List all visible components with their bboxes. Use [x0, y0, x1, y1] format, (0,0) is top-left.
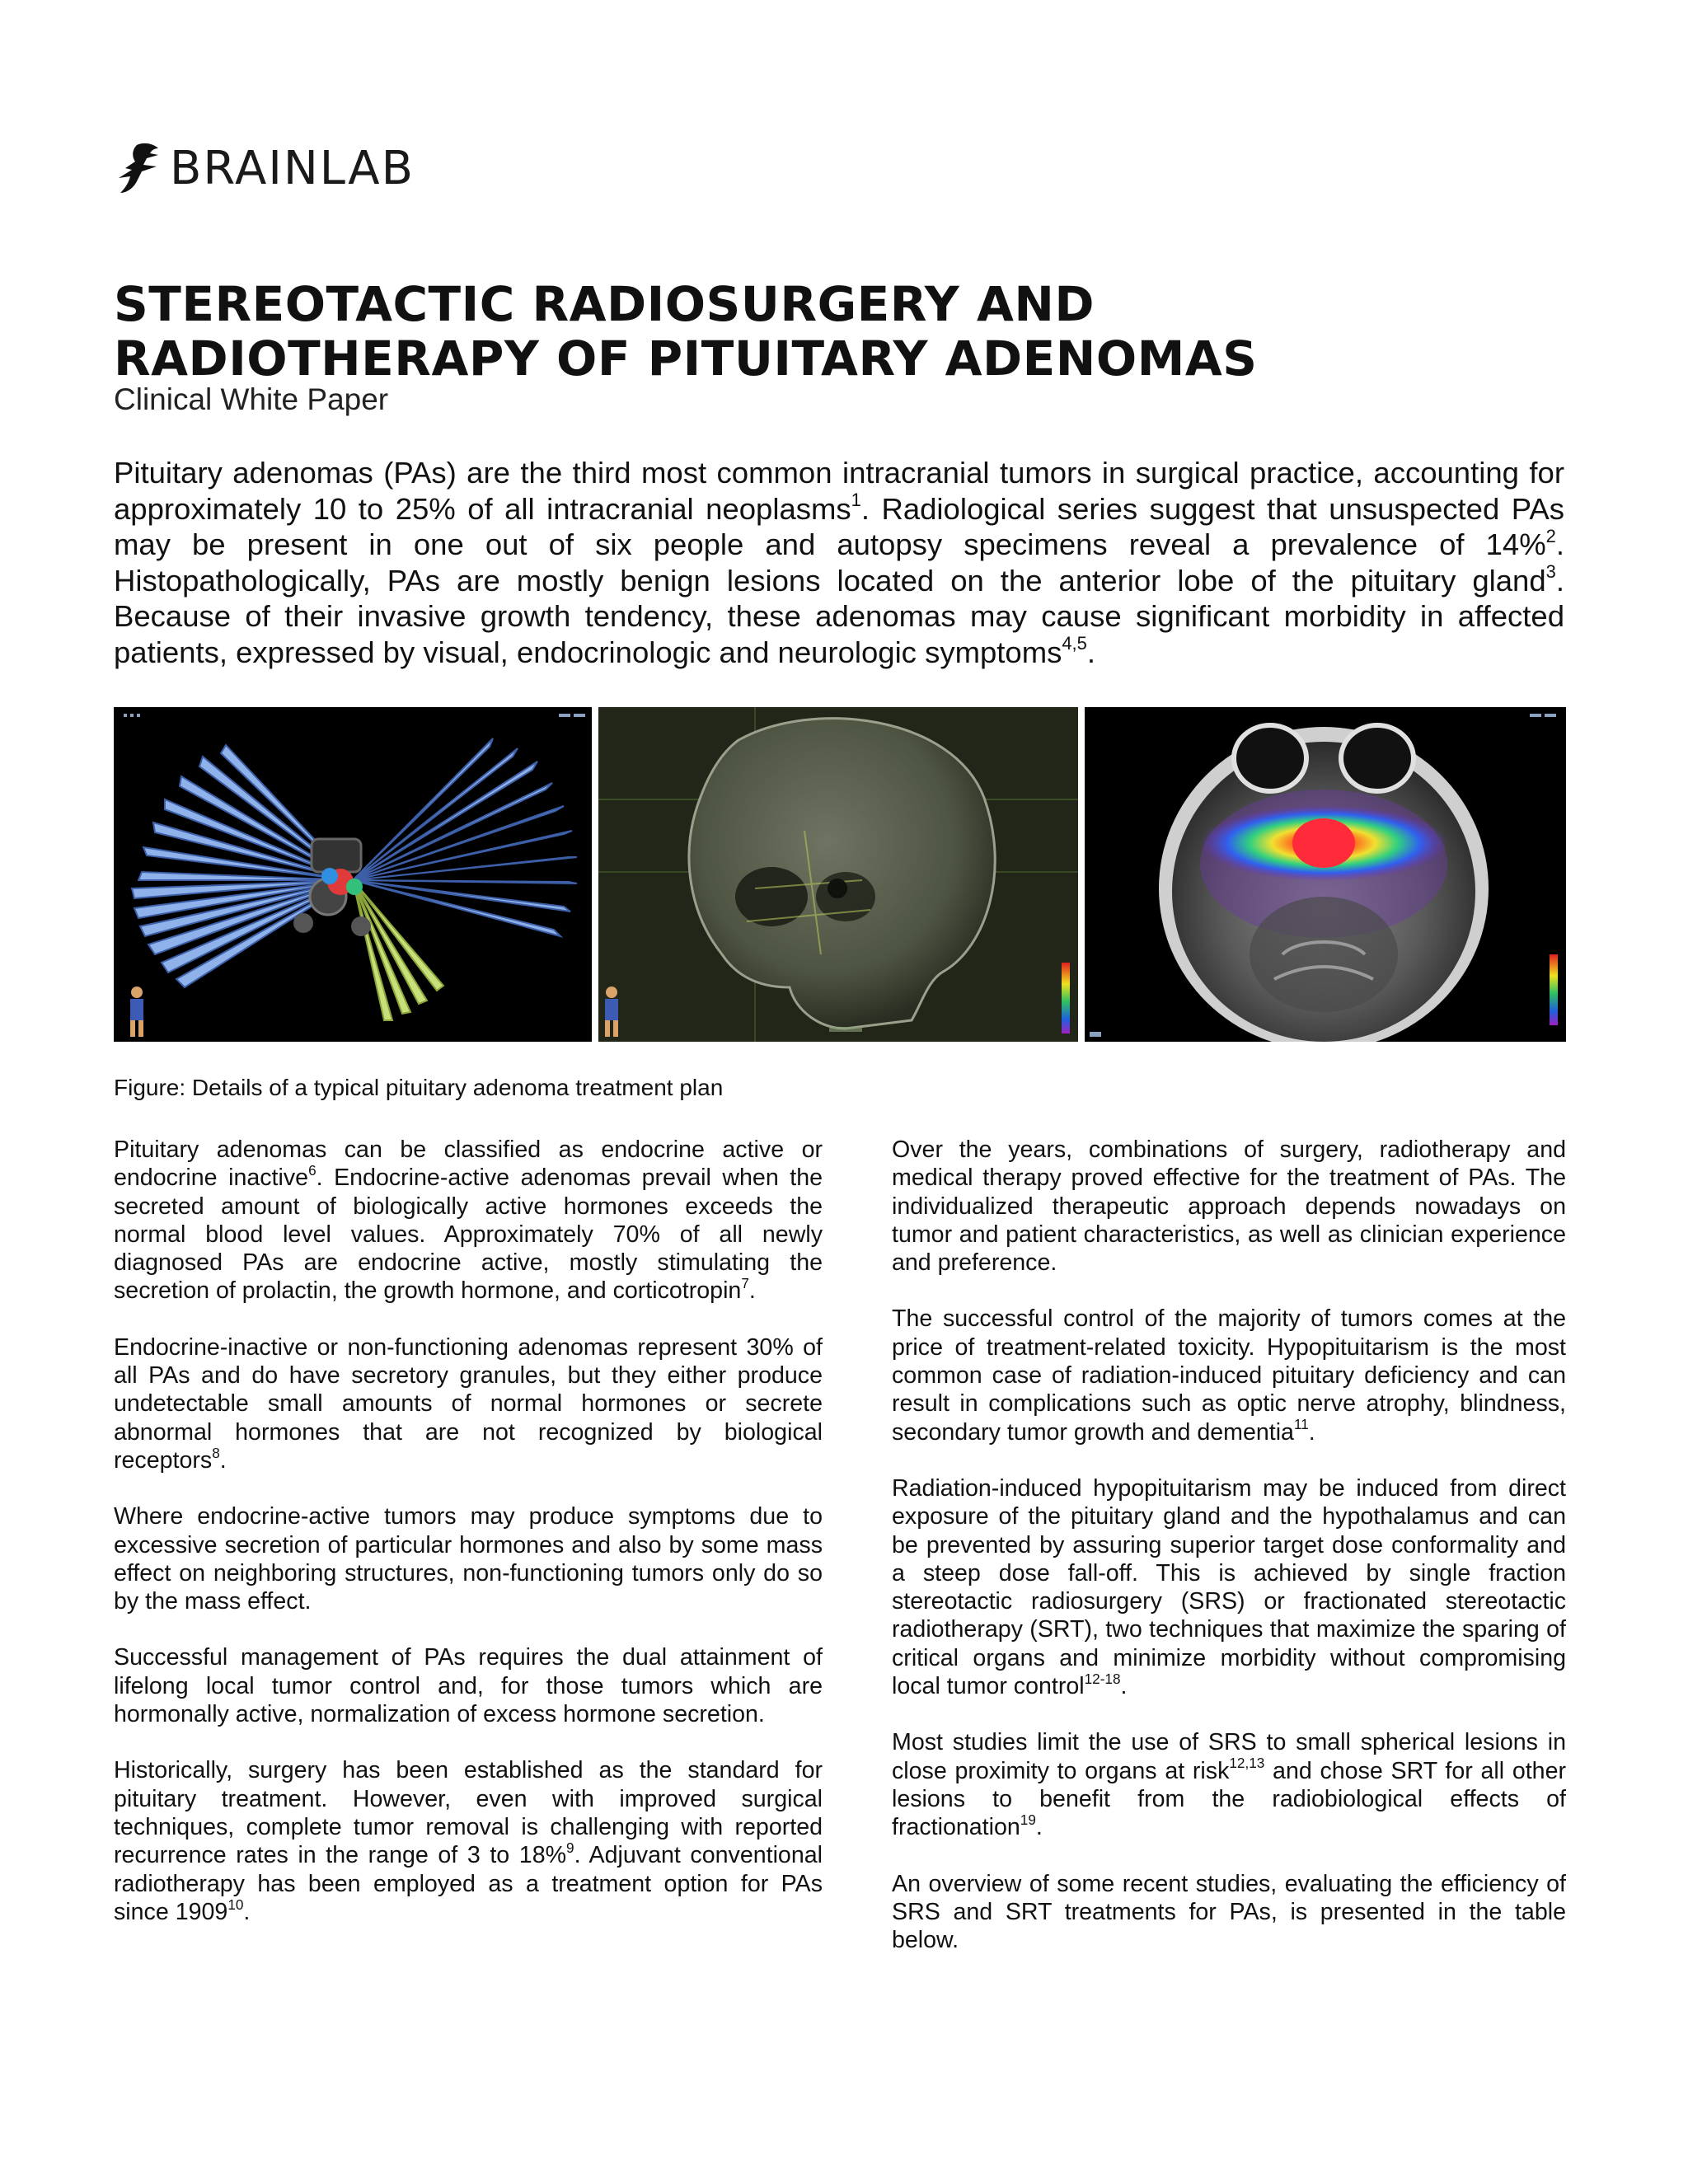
paragraph-text: . Endocrine-active adenomas prevail when the secreted amount of biologically active hormones exceeds the normal blood level values. Approximately 70% of all newly diagnosed PAs are endocrine active, mostly stimulating the secretion of prolactin, the growth hormone, and corticotropin	[114, 1165, 823, 1305]
paragraph	[114, 1756, 823, 1926]
paragraph-text: and chose SRT for all other lesions to benefit from the radiobiological effects of fractionation	[892, 1757, 1566, 1841]
figure-caption: Figure: Details of a typical pituitary adenoma treatment plan	[114, 1075, 724, 1100]
paragraph-text: . Adjuvant conventional radiotherapy has been employed as a treatment option for PAs since 1909	[114, 1842, 823, 1925]
brainlab-logo	[114, 140, 415, 196]
reference: 12-18	[1084, 1670, 1121, 1687]
paragraph-text: .	[1308, 1418, 1315, 1446]
paragraph	[892, 1474, 1566, 1700]
paragraph	[114, 1136, 823, 1305]
subtitle: Clinical White Paper	[114, 382, 389, 416]
paragraph	[892, 1728, 1566, 1841]
paragraph-text: Historically, surgery has been established as the standard for pituitary treatment. However, even with improved surgical techniques, complete tumor removal is challenging with reported recurrence rates in the range of 3 to 18%	[114, 1757, 823, 1869]
reference: 3	[1545, 561, 1556, 583]
paragraph-text: .	[748, 1277, 756, 1305]
reference: 2	[1545, 525, 1556, 546]
paragraph-text: Most studies limit the use of SRS to small spherical lesions in close proximity to organs at risk	[892, 1729, 1566, 1784]
paragraph: Successful management of PAs requires the dual attainment of lifelong local tumor control and, for those tumors which are hormonally active, normalization of excess hormone secretion.	[114, 1644, 823, 1728]
reference: 6	[308, 1162, 316, 1179]
intro-text: Pituitary adenomas (PAs) are the third most common intracranial tumors in surgical practice, accounting for approximately 10 to 25% of all intracranial neoplasms	[114, 456, 1564, 526]
page-title	[114, 277, 1597, 386]
intro-paragraph	[114, 455, 1564, 670]
beam-arrangement-image	[114, 707, 592, 1042]
reference: 10	[227, 1896, 244, 1913]
brainlab-runner-logo-icon	[114, 140, 165, 196]
paragraph-text: .	[243, 1898, 251, 1925]
intro-text: .	[1086, 635, 1095, 669]
intro-text: . Because of their invasive growth tendency, these adenomas may cause significant morbidity in affected patients, expressed by visual, endocrinologic and neurologic symptoms	[114, 563, 1564, 669]
reference: 12,13	[1229, 1755, 1265, 1772]
paragraph	[114, 1333, 823, 1474]
reference: 1	[851, 490, 861, 511]
intro-text: . Radiological series suggest that unsuspected PAs may be present in one out of six people and autopsy specimens reveal a prevalence of 14%	[114, 491, 1564, 561]
reference: 8	[212, 1444, 220, 1461]
title-line-2: RADIOTHERAPY OF PITUITARY ADENOMAS	[114, 330, 1258, 387]
right-column	[892, 1136, 1566, 1982]
paragraph-text: Radiation-induced hypopituitarism may be induced from direct exposure of the pituitary gland and the hypothalamus and can be prevented by assuring superior target dose conformality and a steep dose fall-off. This is achieved by single fraction stereotactic radiosurgery (SRS) or fractionated stereotactic radiotherapy (SRT), two techniques that maximize the sparing of critical organs and minimize morbidity without compromising local tumor control	[892, 1474, 1566, 1700]
skull-3d-view-image	[598, 707, 1078, 1042]
left-column	[114, 1136, 823, 1954]
reference: 9	[566, 1840, 574, 1856]
dose-colorbar	[1550, 954, 1558, 1025]
intro-text: . Histopathologically, PAs are mostly benign lesions located on the anterior lobe of the pituitary gland	[114, 527, 1564, 598]
title-line-1: STEREOTACTIC RADIOSURGERY AND	[114, 276, 1095, 332]
reference: 11	[1293, 1416, 1309, 1433]
reference: 19	[1020, 1811, 1036, 1828]
paragraph-text: Endocrine-inactive or non-functioning adenomas represent 30% of all PAs and do have secretory granules, but they either produce undetectable small amounts of normal hormones or secrete abnormal hormones that are not recognized by biological receptors	[114, 1333, 823, 1474]
paragraph-text: The successful control of the majority of tumors comes at the price of treatment-related toxicity. Hypopituitarism is the most common case of radiation-induced pituitary deficiency and can result in complications such as optic nerve atrophy, blindness, secondary tumor growth and dementia	[892, 1305, 1566, 1446]
axial-dose-distribution-image	[1085, 707, 1566, 1042]
paragraph-text: .	[1120, 1673, 1128, 1700]
paragraph-text: Pituitary adenomas can be classified as endocrine active or endocrine inactive	[114, 1137, 823, 1192]
reference: 4,5	[1062, 633, 1087, 654]
figure-panels	[114, 707, 1566, 1042]
dose-colorbar	[1062, 963, 1070, 1033]
paragraph	[892, 1305, 1566, 1446]
paragraph: An overview of some recent studies, evaluating the efficiency of SRS and SRT treatments for PAs, is presented in the table below.	[892, 1870, 1566, 1954]
paragraph-text: .	[219, 1446, 227, 1474]
paragraph-text: .	[1035, 1814, 1043, 1841]
paragraph: Where endocrine-active tumors may produce symptoms due to excessive secretion of particular hormones and also by some mass effect on neighboring structures, non-functioning tumors only do so by the mass effect.	[114, 1503, 823, 1615]
brand-name: BRAINLAB	[170, 141, 415, 195]
paragraph: Over the years, combinations of surgery, radiotherapy and medical therapy proved effective for the treatment of PAs. The individualized therapeutic approach depends nowadays on tumor and patient characteristics, as well as clinician experience and preference.	[892, 1137, 1566, 1277]
reference: 7	[741, 1275, 749, 1292]
